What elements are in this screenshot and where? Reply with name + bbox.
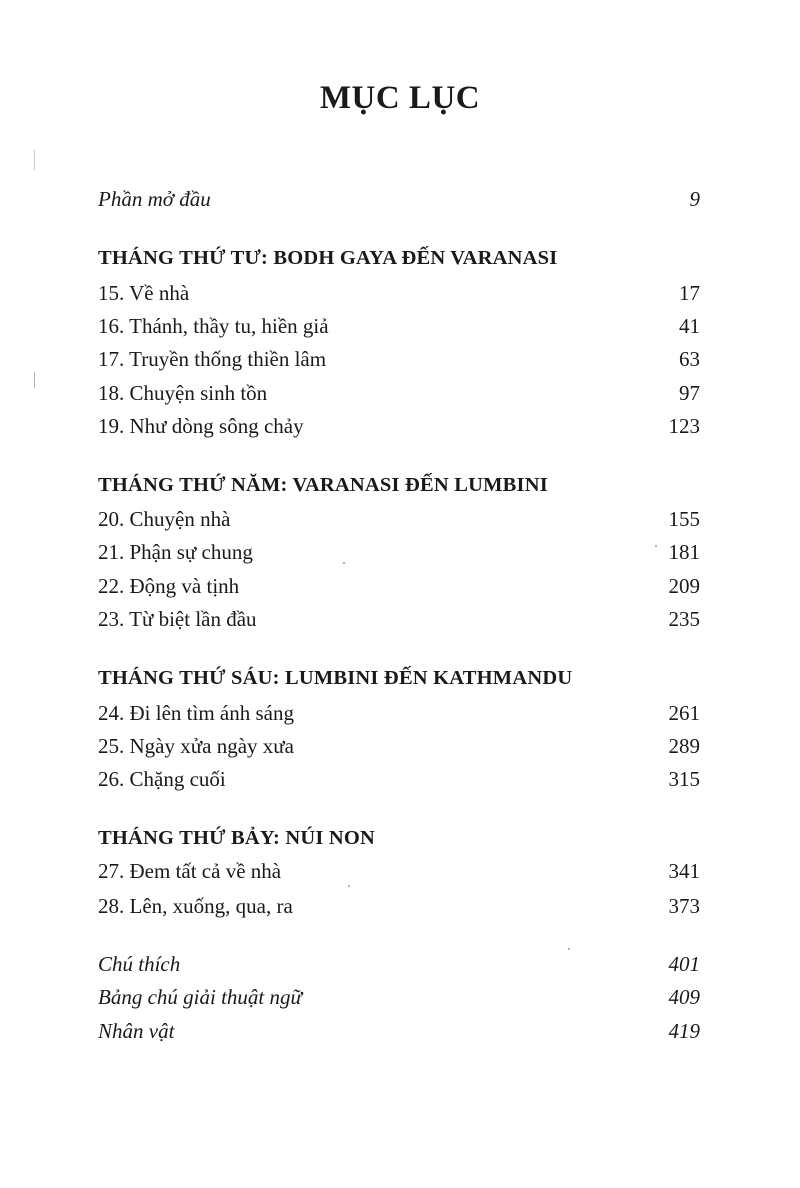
toc-entry-label: 15. Về nhà — [98, 281, 190, 305]
toc-entry-back-matter — [98, 1016, 700, 1046]
toc-entry — [98, 504, 700, 534]
section-heading-month-4: THÁNG THỨ TƯ: BODH GAYA ĐẾN VARANASI — [98, 247, 558, 269]
toc-entry-label: 28. Lên, xuống, qua, ra — [98, 894, 293, 918]
toc-entry-label: 23. Từ biệt lần đầu — [98, 607, 257, 631]
toc-entry — [98, 378, 700, 408]
toc-entry-intro — [98, 184, 700, 214]
toc-entry-page: 235 — [668, 607, 700, 631]
toc-entry-label: 26. Chặng cuối — [98, 767, 226, 791]
scan-artifact — [568, 948, 570, 950]
toc-entry — [98, 571, 700, 601]
scan-artifact — [34, 150, 35, 170]
toc-entry-label: 27. Đem tất cả về nhà — [98, 859, 282, 883]
toc-entry-back-matter — [98, 949, 700, 979]
toc-entry-label: 24. Đi lên tìm ánh sáng — [98, 701, 294, 725]
toc-entry — [98, 344, 700, 374]
section-heading-month-6: THÁNG THỨ SÁU: LUMBINI ĐẾN KATHMANDU — [98, 667, 573, 689]
toc-entry-label: 21. Phận sự chung — [98, 540, 253, 564]
scan-artifact — [343, 562, 345, 564]
toc-entry-page: 123 — [668, 414, 700, 438]
toc-entry-page: 41 — [679, 314, 700, 338]
toc-entry-label: Bảng chú giải thuật ngữ — [98, 985, 302, 1009]
toc-entry-page: 97 — [679, 381, 700, 405]
toc-entry-page: 155 — [668, 507, 700, 531]
toc-entry-page: 419 — [668, 1019, 700, 1043]
toc-entry-back-matter — [98, 982, 700, 1012]
section-heading-month-7: THÁNG THỨ BẢY: NÚI NON — [98, 827, 376, 849]
toc-entry-label: 16. Thánh, thầy tu, hiền giả — [98, 314, 329, 338]
toc-entry-page: 409 — [668, 985, 700, 1009]
toc-entry-page: 261 — [668, 701, 700, 725]
toc-entry — [98, 698, 700, 728]
toc-entry-label: Chú thích — [98, 952, 181, 976]
toc-entry-page: 63 — [679, 347, 700, 371]
toc-entry-page: 17 — [679, 281, 700, 305]
toc-entry-label: 18. Chuyện sinh tồn — [98, 381, 268, 405]
toc-entry-label: 17. Truyền thống thiền lâm — [98, 347, 327, 371]
toc-entry — [98, 278, 700, 308]
toc-entry — [98, 411, 700, 441]
toc-entry — [98, 311, 700, 341]
toc-entry-label: 25. Ngày xửa ngày xưa — [98, 734, 294, 758]
page-title: MỤC LỤC — [319, 80, 481, 116]
toc-entry-page: 373 — [668, 894, 700, 918]
toc-entry-label: 22. Động và tịnh — [98, 574, 240, 598]
toc-entry-page: 209 — [668, 574, 700, 598]
section-heading-month-5: THÁNG THỨ NĂM: VARANASI ĐẾN LUMBINI — [98, 474, 548, 496]
toc-entry-page: 9 — [689, 187, 700, 211]
toc-entry-label: 19. Như dòng sông chảy — [98, 414, 304, 438]
toc-entry-page: 289 — [668, 734, 700, 758]
scan-artifact — [655, 545, 657, 547]
toc-entry-label: 20. Chuyện nhà — [98, 507, 231, 531]
toc-entry — [98, 731, 700, 761]
toc-entry-page: 341 — [668, 859, 700, 883]
scan-artifact — [348, 885, 350, 887]
toc-entry-label: Nhân vật — [98, 1019, 175, 1043]
toc-entry-page: 401 — [668, 952, 700, 976]
toc-entry-page: 181 — [668, 540, 700, 564]
scan-artifact — [34, 372, 35, 388]
toc-entry-page: 315 — [668, 767, 700, 791]
toc-entry — [98, 604, 700, 634]
toc-entry — [98, 856, 700, 886]
toc-entry — [98, 764, 700, 794]
toc-entry — [98, 537, 700, 567]
toc-entry — [98, 891, 700, 921]
toc-entry-label: Phần mở đầu — [98, 187, 211, 211]
